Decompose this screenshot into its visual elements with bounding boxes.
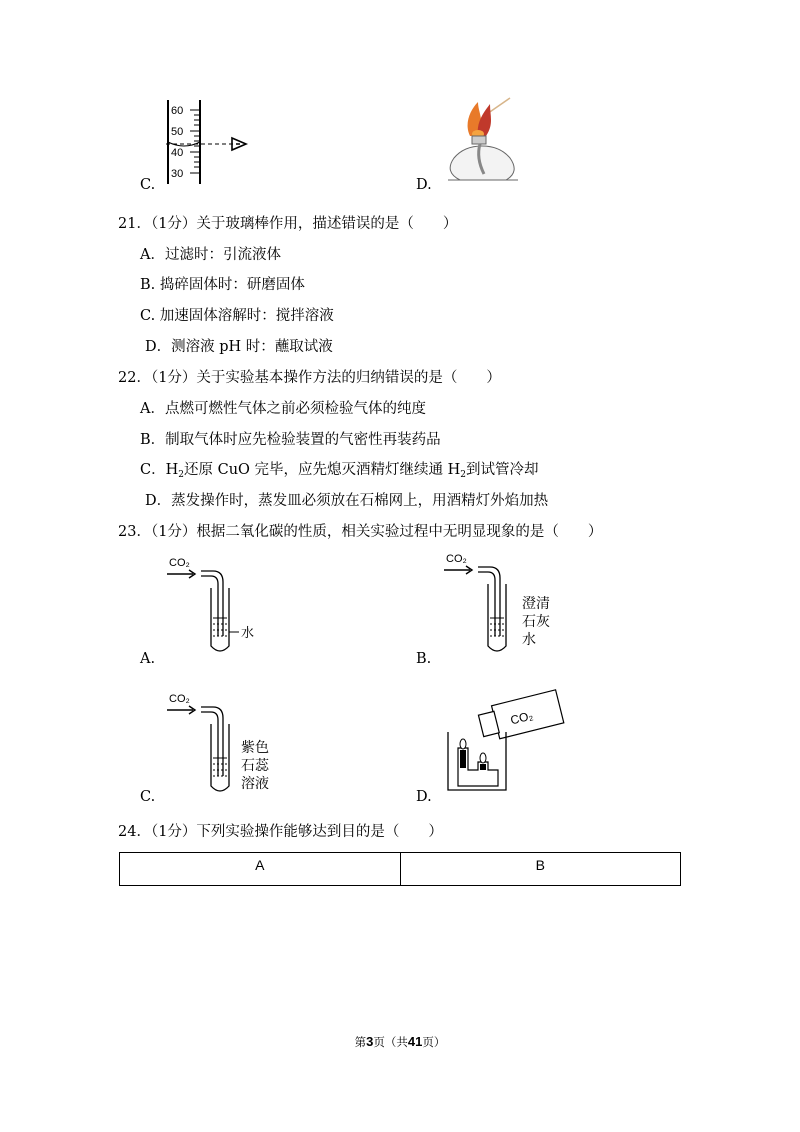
option-c-label: C. <box>140 177 156 193</box>
q23-option-d-label: D. <box>416 789 432 805</box>
svg-text:石蕊: 石蕊 <box>241 757 269 773</box>
tick-50: 50 <box>171 126 184 138</box>
page-footer: 第3页（共41页） <box>354 1034 446 1049</box>
tick-60: 60 <box>171 105 184 117</box>
q21-stem: 21．（1分）关于玻璃棒作用，描述错误的是（ ） <box>118 216 458 232</box>
alcohol-lamp-figure <box>440 96 530 188</box>
svg-text:水: 水 <box>522 631 536 647</box>
q21-option-a: A．过滤时：引流液体 <box>140 247 281 263</box>
q23-figure-a <box>165 552 275 664</box>
q23-figure-c <box>165 688 285 800</box>
q24-stem: 24．（1分）下列实验操作能够达到目的是（ ） <box>118 824 443 840</box>
q23-option-b-label: B. <box>416 651 432 667</box>
q23-figure-b <box>442 548 562 660</box>
svg-text:紫色: 紫色 <box>241 739 269 755</box>
table-header-a: A <box>120 853 401 886</box>
q22-option-b: B．制取气体时应先检验装置的气密性再装药品 <box>140 432 441 448</box>
q22-option-c: C．$H_2$还原 CuO 完毕，应先熄灭酒精灯继续通 $H_2$到试管冷却 <box>140 462 539 480</box>
q21-option-d: D．测溶液 pH 时：蘸取试液 <box>145 339 333 355</box>
svg-text:CO₂: CO₂ <box>508 708 535 728</box>
q24-options-table <box>119 852 681 886</box>
graduated-cylinder-figure <box>160 98 255 188</box>
co2-label: CO₂ <box>169 557 190 569</box>
q21-option-b: B. 捣碎固体时：研磨固体 <box>140 277 305 293</box>
liquid-water-label: 水 <box>241 625 255 640</box>
q23-option-c-label: C. <box>140 789 156 805</box>
table-header-b: B <box>400 853 681 886</box>
q22-option-a: A．点燃可燃性气体之前必须检验气体的纯度 <box>140 401 426 417</box>
svg-text:CO₂: CO₂ <box>446 553 467 565</box>
q21-option-c: C. 加速固体溶解时：搅拌溶液 <box>140 308 334 324</box>
svg-text:溶液: 溶液 <box>241 775 269 791</box>
q23-figure-d <box>440 686 570 798</box>
q23-stem: 23．（1分）根据二氧化碳的性质，相关实验过程中无明显现象的是（ ） <box>118 524 603 540</box>
q23-option-a-label: A. <box>140 651 156 667</box>
tick-30: 30 <box>171 168 184 180</box>
page-number: 3 <box>366 1034 374 1049</box>
q22-option-d: D．蒸发操作时，蒸发皿必须放在石棉网上，用酒精灯外焰加热 <box>145 493 549 509</box>
option-d-label: D. <box>416 177 432 193</box>
q22-stem: 22．（1分）关于实验基本操作方法的归纳错误的是（ ） <box>118 370 501 386</box>
svg-text:石灰: 石灰 <box>522 613 550 629</box>
svg-text:CO₂: CO₂ <box>169 693 190 705</box>
tick-40: 40 <box>171 147 184 159</box>
svg-text:澄清: 澄清 <box>522 595 550 611</box>
total-pages: 41 <box>407 1034 423 1049</box>
